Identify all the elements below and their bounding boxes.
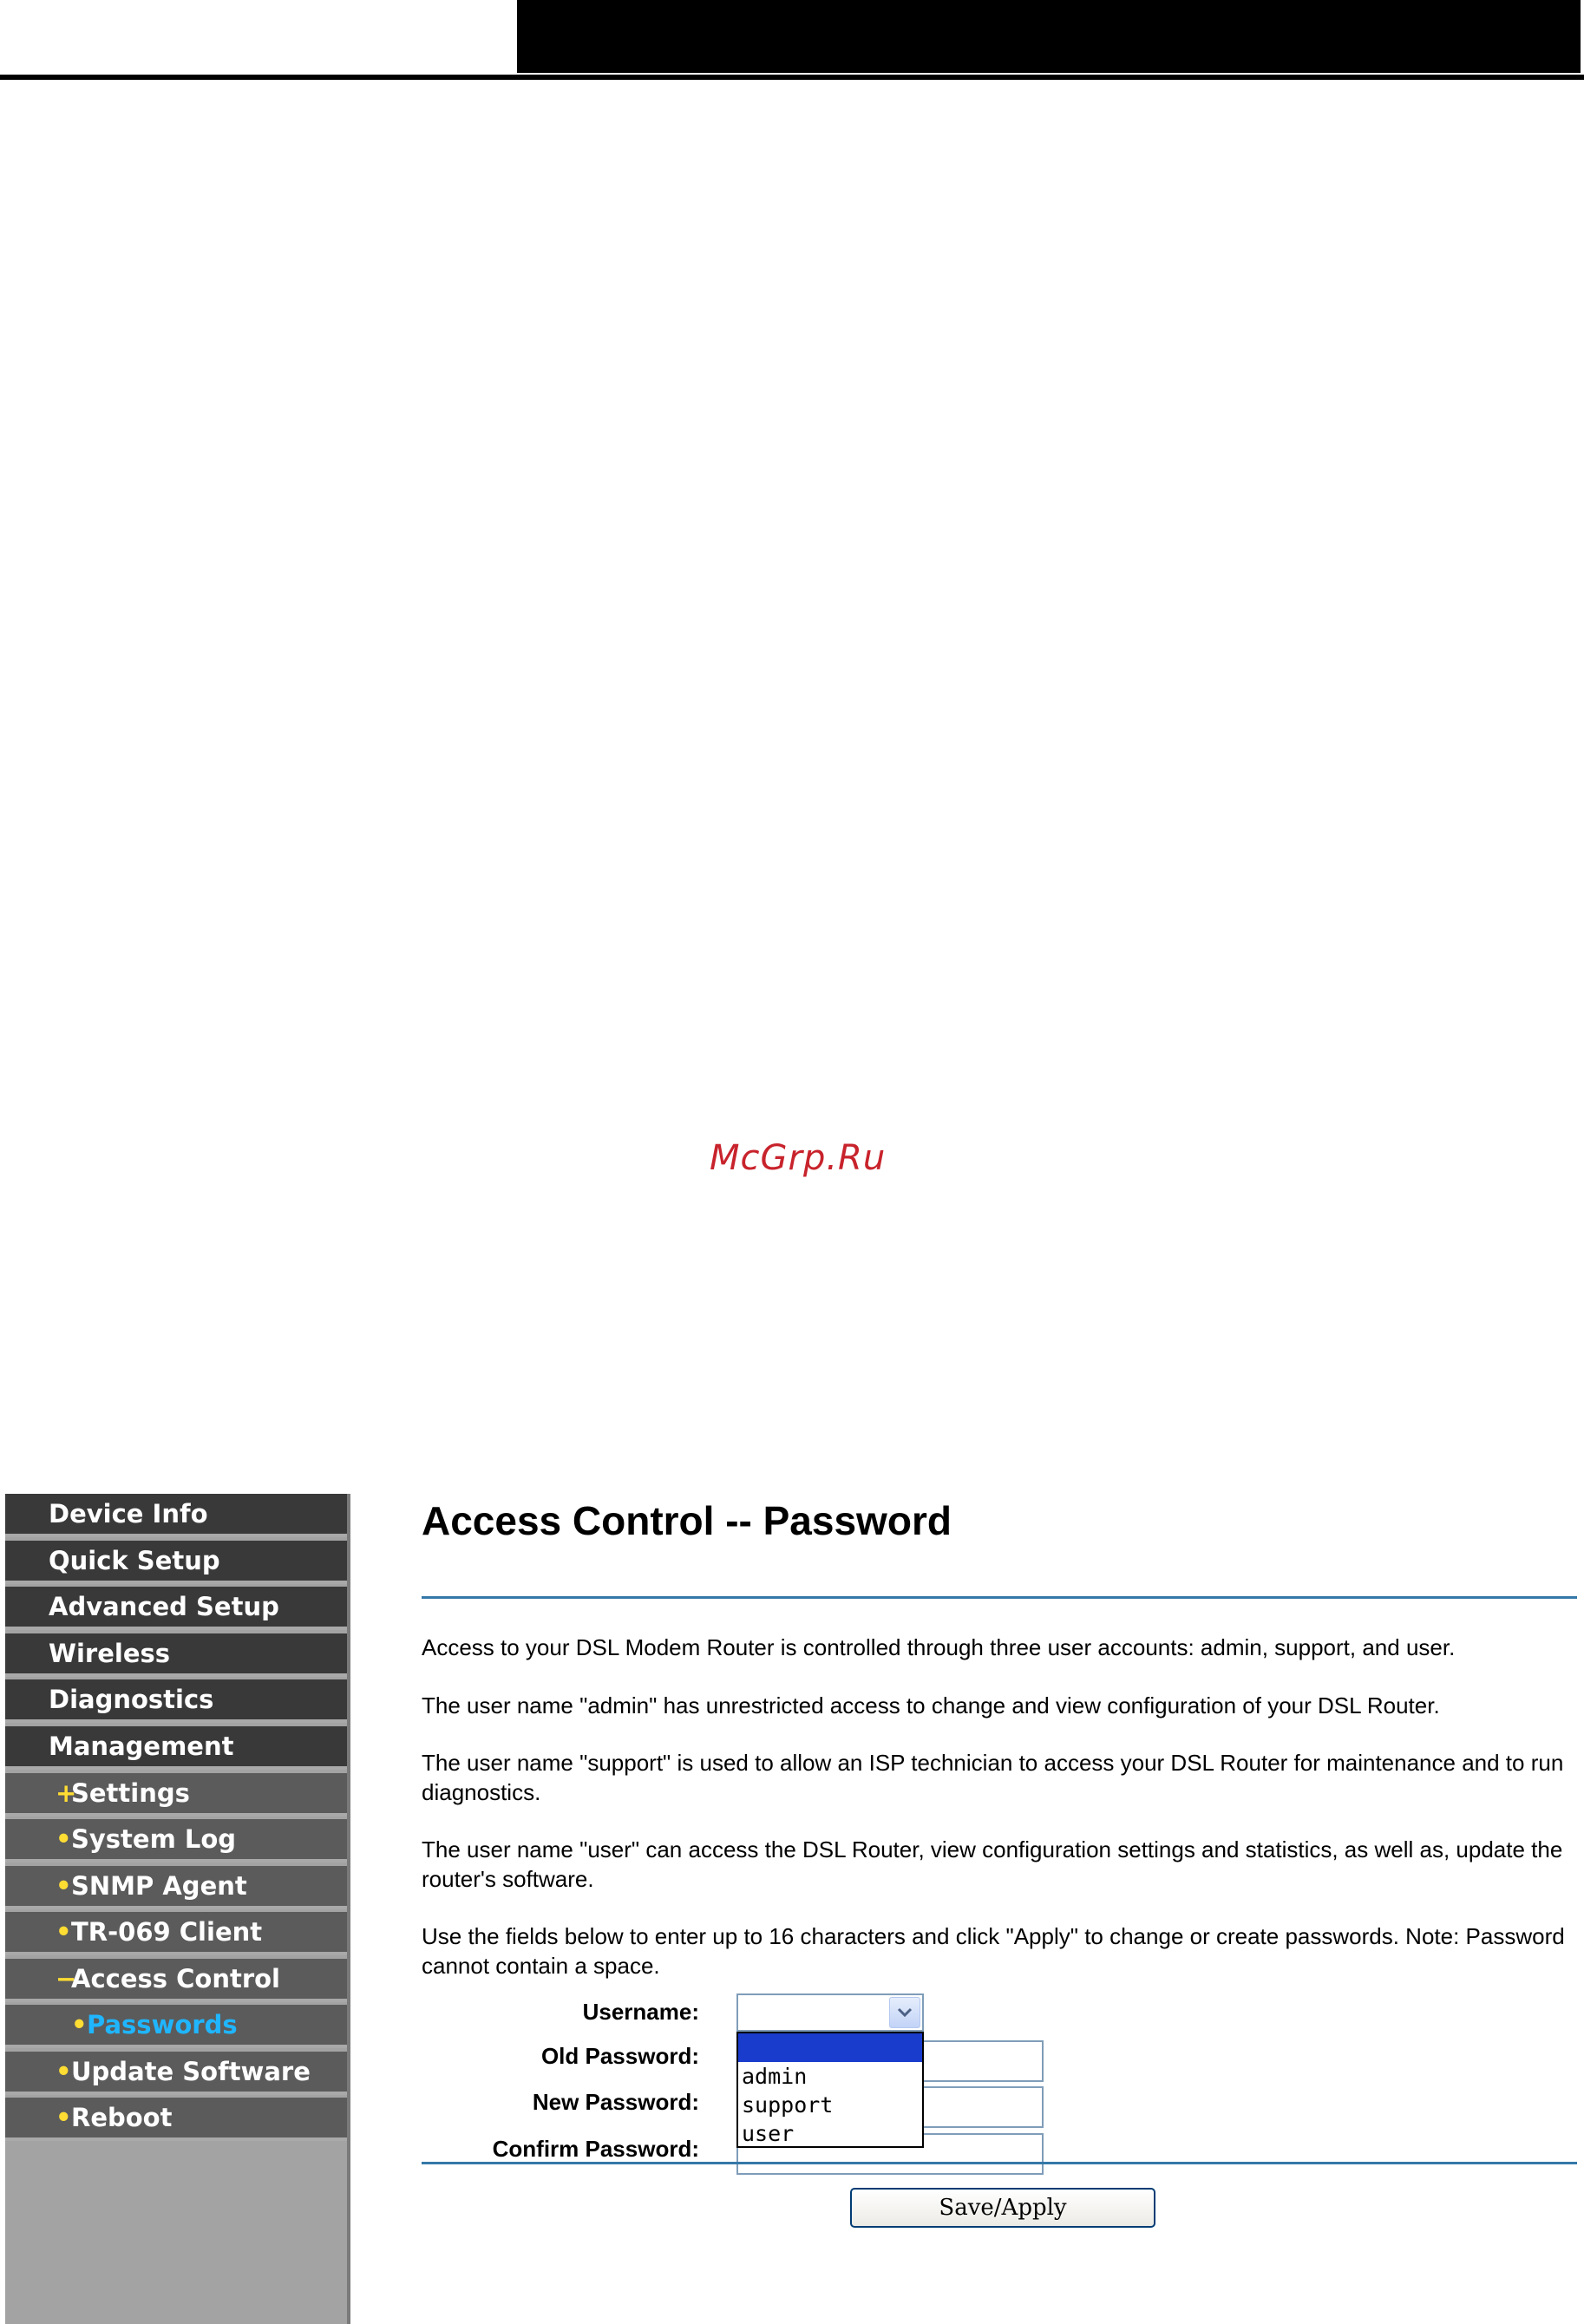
username-label: Username: bbox=[582, 1999, 699, 2025]
sidebar-item-label: Reboot bbox=[71, 2103, 173, 2132]
new-password-label: New Password: bbox=[532, 2089, 699, 2115]
sidebar-item-label-active: Passwords bbox=[87, 2010, 238, 2039]
sidebar-item-label: Management bbox=[49, 1732, 234, 1761]
sidebar-item-label: Update Software bbox=[71, 2057, 311, 2086]
sidebar-item-tr069-client[interactable] bbox=[5, 1912, 347, 1955]
sidebar-item-access-control[interactable] bbox=[5, 1959, 347, 2002]
sidebar-item-label: TR-069 Client bbox=[71, 1917, 263, 1947]
sidebar-divider bbox=[347, 1494, 350, 2324]
username-select[interactable] bbox=[736, 1993, 924, 2032]
instructions-paragraph: Use the fields below to enter up to 16 characters and click "Apply" to change or create passwords. Note: Password cannot contain a space. bbox=[422, 1923, 1565, 1979]
sidebar-item-label: Diagnostics bbox=[49, 1685, 214, 1714]
intro-paragraph: Access to your DSL Modem Router is controlled through three user accounts: admin, support, and user. bbox=[422, 1634, 1456, 1660]
bullet-icon: • bbox=[56, 1917, 72, 1947]
confirm-password-label: Confirm Password: bbox=[492, 2136, 699, 2162]
sidebar-item-label: SNMP Agent bbox=[71, 1871, 247, 1901]
sidebar-item-update-software[interactable] bbox=[5, 2052, 347, 2095]
chevron-down-icon[interactable] bbox=[889, 1997, 920, 2028]
sidebar-item-label: Quick Setup bbox=[49, 1546, 220, 1575]
sidebar-item-snmp-agent[interactable] bbox=[5, 1866, 347, 1909]
sidebar-item-device-info[interactable] bbox=[5, 1494, 347, 1537]
sidebar-item-advanced-setup[interactable] bbox=[5, 1587, 347, 1630]
dropdown-option-support[interactable]: support bbox=[742, 2092, 834, 2118]
sidebar-item-passwords[interactable] bbox=[5, 2005, 347, 2048]
admin-paragraph: The user name "admin" has unrestricted access to change and view configuration of your DSL Router. bbox=[422, 1692, 1440, 1718]
sidebar-item-label: Wireless bbox=[49, 1639, 171, 1668]
expand-plus-icon: + bbox=[56, 1778, 77, 1808]
sidebar-item-label: Device Info bbox=[49, 1499, 208, 1529]
sidebar-item-settings[interactable] bbox=[5, 1773, 347, 1817]
bullet-icon: • bbox=[56, 1871, 72, 1901]
user-paragraph: The user name "user" can access the DSL Router, view configuration settings and statistics, as well as, update the router's software. bbox=[422, 1836, 1563, 1892]
collapse-minus-icon: − bbox=[56, 1964, 77, 1993]
sidebar-item-label: Access Control bbox=[71, 1964, 280, 1993]
support-paragraph: The user name "support" is used to allow an ISP technician to access your DSL Router for maintenance and to run diagnostics. bbox=[422, 1750, 1564, 1805]
sidebar-item-wireless[interactable] bbox=[5, 1633, 347, 1677]
bottom-divider bbox=[422, 2162, 1577, 2164]
top-divider bbox=[422, 1596, 1577, 1599]
sidebar-item-label: Settings bbox=[71, 1778, 190, 1808]
sidebar-item-management[interactable] bbox=[5, 1726, 347, 1770]
main-content bbox=[422, 1490, 1577, 2324]
bullet-icon: • bbox=[56, 2057, 72, 2086]
sidebar-item-label: System Log bbox=[71, 1824, 237, 1854]
bullet-icon: • bbox=[71, 2010, 88, 2039]
document-header-rule bbox=[0, 75, 1584, 80]
sidebar-item-diagnostics[interactable] bbox=[5, 1679, 347, 1723]
sidebar-item-system-log[interactable] bbox=[5, 1819, 347, 1862]
bullet-icon: • bbox=[56, 2103, 72, 2132]
bullet-icon: • bbox=[56, 1824, 72, 1854]
document-header-block bbox=[517, 0, 1581, 73]
sidebar-item-quick-setup[interactable] bbox=[5, 1541, 347, 1584]
sidebar-item-label: Advanced Setup bbox=[49, 1592, 279, 1621]
sidebar-item-reboot[interactable] bbox=[5, 2098, 347, 2141]
page-title: Access Control -- Password bbox=[422, 1498, 952, 1543]
username-dropdown-list bbox=[736, 2032, 924, 2148]
router-ui-screenshot bbox=[0, 1490, 1584, 2324]
old-password-label: Old Password: bbox=[540, 2043, 699, 2069]
watermark: McGrp.Ru bbox=[710, 1138, 887, 1178]
dropdown-option-empty[interactable] bbox=[738, 2033, 922, 2062]
sidebar bbox=[5, 1494, 347, 2324]
dropdown-option-user[interactable]: user bbox=[742, 2121, 795, 2146]
dropdown-option-admin[interactable]: admin bbox=[742, 2064, 808, 2089]
save-apply-button[interactable]: Save/Apply bbox=[850, 2188, 1155, 2228]
